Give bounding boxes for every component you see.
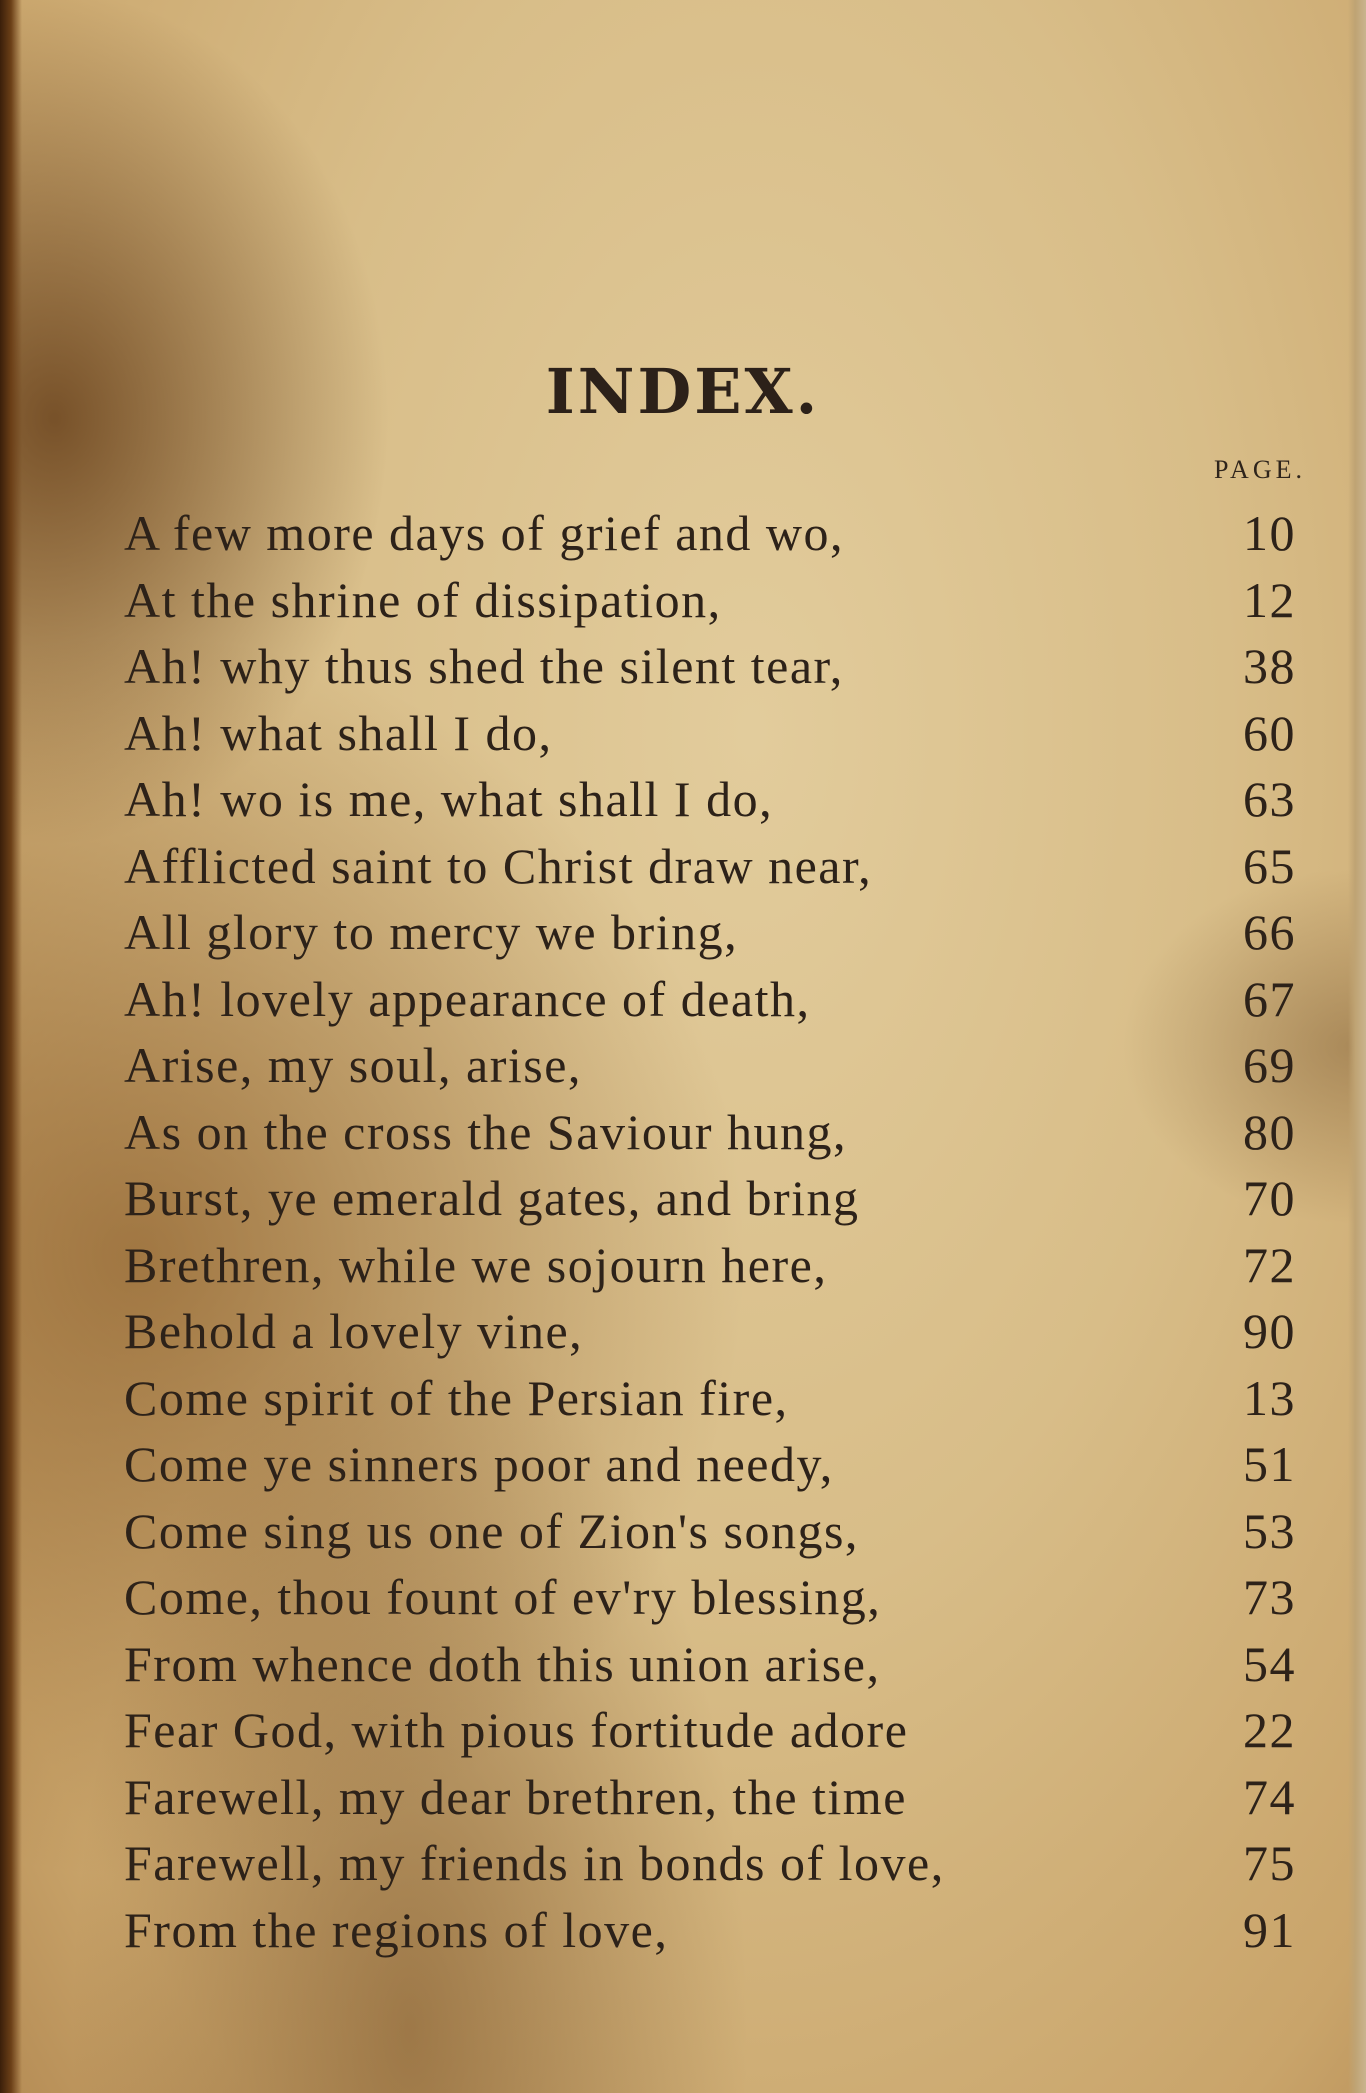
index-entry-title: Ah! wo is me, what shall I do, [124, 771, 774, 827]
index-entry [124, 1764, 1296, 1831]
index-entry [124, 700, 1296, 767]
index-entry-page-number: 51 [1243, 1436, 1296, 1492]
index-entry-page-number: 73 [1243, 1569, 1296, 1625]
index-entry-page-number: 13 [1243, 1369, 1296, 1426]
index-entry-title: Come, thou fount of ev'ry blessing, [124, 1569, 882, 1625]
index-entry-page-number: 54 [1243, 1635, 1296, 1692]
index-entry-page-number: 12 [1243, 571, 1296, 628]
index-entry-page-number: 22 [1243, 1702, 1296, 1758]
index-entry-title: Come spirit of the Persian fire, [124, 1369, 789, 1426]
index-entry [124, 567, 1296, 634]
index-entry-page-number: 53 [1243, 1502, 1296, 1559]
page-column-heading: PAGE. [1213, 455, 1306, 484]
index-entry [124, 1165, 1296, 1232]
index-entry-title: Ah! why thus shed the silent tear, [124, 638, 844, 694]
index-entry [124, 1697, 1296, 1764]
index-entry [124, 1032, 1296, 1099]
index-entry-page-number: 90 [1243, 1303, 1296, 1359]
index-entry-title: From the regions of love, [124, 1901, 669, 1958]
index-entry-title: Behold a lovely vine, [124, 1303, 584, 1359]
page-title: INDEX. [545, 355, 821, 428]
page-binding-edge [0, 0, 22, 2093]
index-entry-page-number: 65 [1243, 837, 1296, 894]
index-entry-title: Farewell, my friends in bonds of love, [124, 1835, 945, 1891]
index-entry-page-number: 67 [1243, 970, 1296, 1027]
index-entry-page-number: 80 [1243, 1103, 1296, 1160]
index-entry-title: From whence doth this union arise, [124, 1635, 881, 1692]
index-entry [124, 1298, 1296, 1365]
index-entry-title: A few more days of grief and wo, [124, 505, 845, 561]
index-entry-title: Farewell, my dear brethren, the time [124, 1768, 907, 1825]
index-entry-title: Come ye sinners poor and needy, [124, 1436, 834, 1492]
index-entry-title: As on the cross the Saviour hung, [124, 1103, 848, 1160]
index-entry-page-number: 69 [1243, 1037, 1296, 1093]
index-entry-page-number: 72 [1243, 1236, 1296, 1293]
index-entry-title: Come sing us one of Zion's songs, [124, 1502, 859, 1559]
index-entry-title: Arise, my soul, arise, [124, 1037, 582, 1093]
index-entry-title: At the shrine of dissipation, [124, 571, 722, 628]
index-entry [124, 1365, 1296, 1432]
index-entry [124, 1564, 1296, 1631]
index-list [124, 500, 1296, 1963]
index-entry [124, 500, 1296, 567]
index-entry [124, 1431, 1296, 1498]
index-entry-page-number: 66 [1243, 904, 1296, 960]
index-entry-page-number: 60 [1243, 704, 1296, 761]
index-entry [124, 966, 1296, 1033]
index-entry [124, 766, 1296, 833]
index-entry-page-number: 10 [1243, 505, 1296, 561]
index-entry-title: Fear God, with pious fortitude adore [124, 1702, 909, 1758]
index-entry-title: All glory to mercy we bring, [124, 904, 739, 960]
index-entry [124, 1099, 1296, 1166]
index-entry-page-number: 38 [1243, 638, 1296, 694]
index-entry-page-number: 74 [1243, 1768, 1296, 1825]
index-entry-title: Burst, ye emerald gates, and bring [124, 1170, 860, 1226]
index-entry-page-number: 63 [1243, 771, 1296, 827]
index-entry-title: Ah! lovely appearance of death, [124, 970, 811, 1027]
index-entry-title: Brethren, while we sojourn here, [124, 1236, 828, 1293]
index-entry [124, 633, 1296, 700]
index-entry [124, 1830, 1296, 1897]
index-entry [124, 1897, 1296, 1964]
index-entry-title: Afflicted saint to Christ draw near, [124, 837, 873, 894]
index-entry [124, 899, 1296, 966]
index-entry [124, 1232, 1296, 1299]
index-entry [124, 833, 1296, 900]
index-entry-title: Ah! what shall I do, [124, 704, 553, 761]
index-entry [124, 1498, 1296, 1565]
index-entry-page-number: 75 [1243, 1835, 1296, 1891]
index-entry-page-number: 70 [1243, 1170, 1296, 1226]
index-entry-page-number: 91 [1243, 1901, 1296, 1958]
page-outer-edge [1348, 0, 1366, 2093]
index-entry [124, 1631, 1296, 1698]
